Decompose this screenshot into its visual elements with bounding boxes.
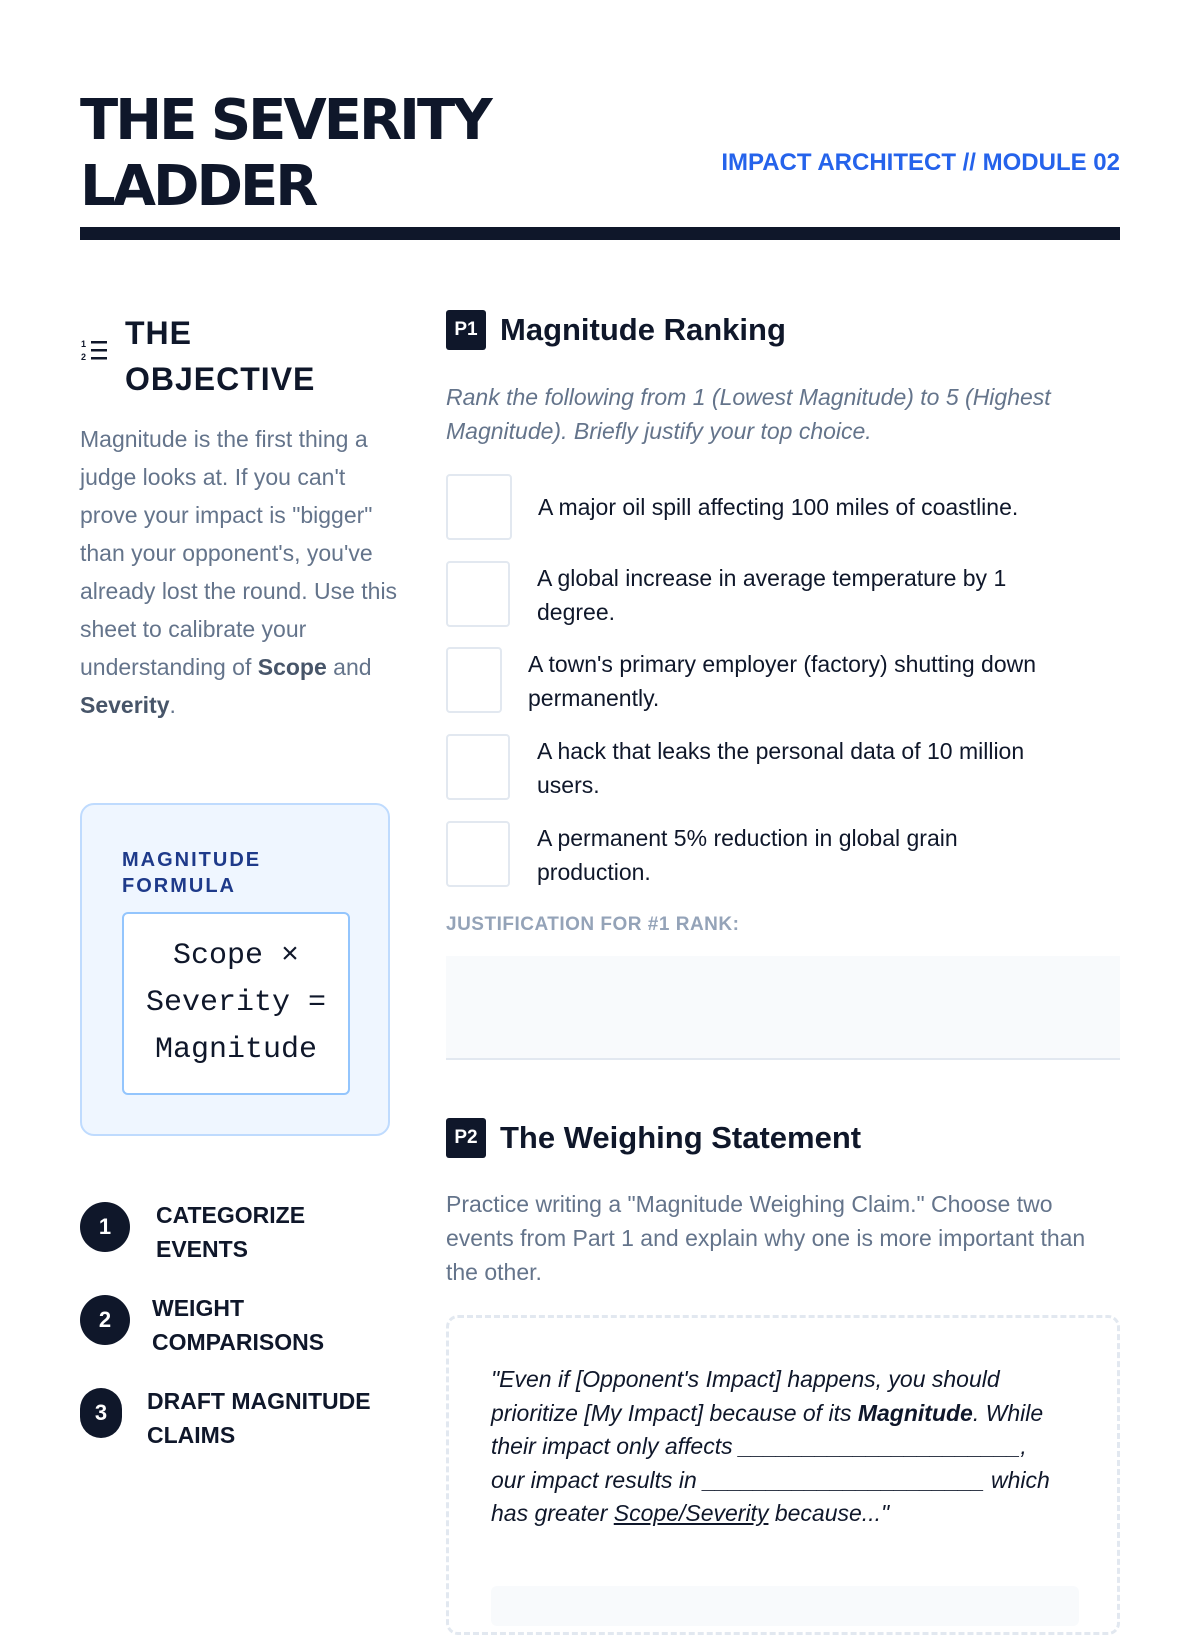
- svg-text:2: 2: [81, 352, 87, 362]
- step-number: 2: [80, 1295, 130, 1345]
- step-item: [80, 1198, 400, 1262]
- svg-text:1: 1: [81, 339, 87, 349]
- justification-label: JUSTIFICATION FOR #1 RANK:: [446, 914, 740, 935]
- module-label: IMPACT ARCHITECT // MODULE 02: [721, 149, 1120, 176]
- step-label: WEIGHT COMPARISONS: [152, 1295, 325, 1355]
- rank-input-box[interactable]: [446, 821, 510, 887]
- rank-item-text: A hack that leaks the personal data of 10 million users.: [537, 738, 1025, 798]
- rank-item-text: A global increase in average temperature by 1 degree.: [537, 565, 1007, 625]
- weighing-claim-template: "Even if [Opponent's Impact] happens, you should prioritize [My Impact] because of its Magnitude. While their impact only affects ______________________, our impact results in ______________________ which has greater Scope/Severity because...": [491, 1366, 1050, 1526]
- claim-answer-input[interactable]: [491, 1586, 1079, 1626]
- formula-text: Scope × Severity = Magnitude: [122, 912, 350, 1095]
- rank-input-box[interactable]: [446, 474, 512, 540]
- objective-header: [80, 310, 390, 400]
- step-label: DRAFT MAGNITUDE CLAIMS: [147, 1388, 371, 1448]
- rank-item-text: A town's primary employer (factory) shutting down permanently.: [528, 651, 1037, 711]
- objective-text: Magnitude is the first thing a judge looks at. If you can't prove your impact is "bigger" than your opponent's, you've already lost the round. Use this sheet to calibrate your understanding of Scope and Severity.: [80, 426, 398, 718]
- step-number: 1: [80, 1202, 130, 1252]
- formula-label: MAGNITUDE FORMULA: [122, 849, 262, 897]
- rank-item-text: A major oil spill affecting 100 miles of coastline.: [538, 494, 1019, 520]
- step-item: [80, 1291, 400, 1355]
- part2-instructions: Practice writing a "Magnitude Weighing Claim." Choose two events from Part 1 and explain why one is more important than the other.: [446, 1191, 1086, 1285]
- rank-item-text: A permanent 5% reduction in global grain production.: [537, 825, 958, 885]
- scope-term: Scope: [257, 654, 327, 680]
- rank-input-box[interactable]: [446, 561, 510, 627]
- list-ordered-icon: [80, 336, 110, 366]
- part1-header: [446, 310, 1120, 352]
- part1-instructions: Rank the following from 1 (Lowest Magnitude) to 5 (Highest Magnitude). Briefly justify your top choice.: [446, 384, 1051, 444]
- weighing-claim-box: [446, 1315, 1120, 1635]
- page-header: [80, 88, 1120, 238]
- part1-title: Magnitude Ranking: [500, 312, 786, 347]
- part2-header: [446, 1118, 1120, 1160]
- header-divider: [80, 227, 1120, 240]
- part2-title: The Weighing Statement: [500, 1120, 862, 1155]
- magnitude-formula-box: [80, 803, 390, 1136]
- severity-term: Severity: [80, 692, 170, 718]
- objective-title: THE OBJECTIVE: [125, 315, 316, 397]
- step-item: [80, 1384, 400, 1448]
- rank-input-box[interactable]: [446, 734, 510, 800]
- justification-input[interactable]: [446, 956, 1120, 1060]
- part1-badge: P1: [446, 310, 486, 350]
- step-number: 3: [80, 1388, 122, 1438]
- step-label: CATEGORIZE EVENTS: [156, 1202, 306, 1262]
- scope-severity-term: Scope/Severity: [613, 1500, 769, 1526]
- magnitude-term: Magnitude: [857, 1399, 973, 1426]
- part2-badge: P2: [446, 1118, 486, 1158]
- rank-input-box[interactable]: [446, 647, 502, 713]
- page-title: THE SEVERITY LADDER: [80, 88, 490, 219]
